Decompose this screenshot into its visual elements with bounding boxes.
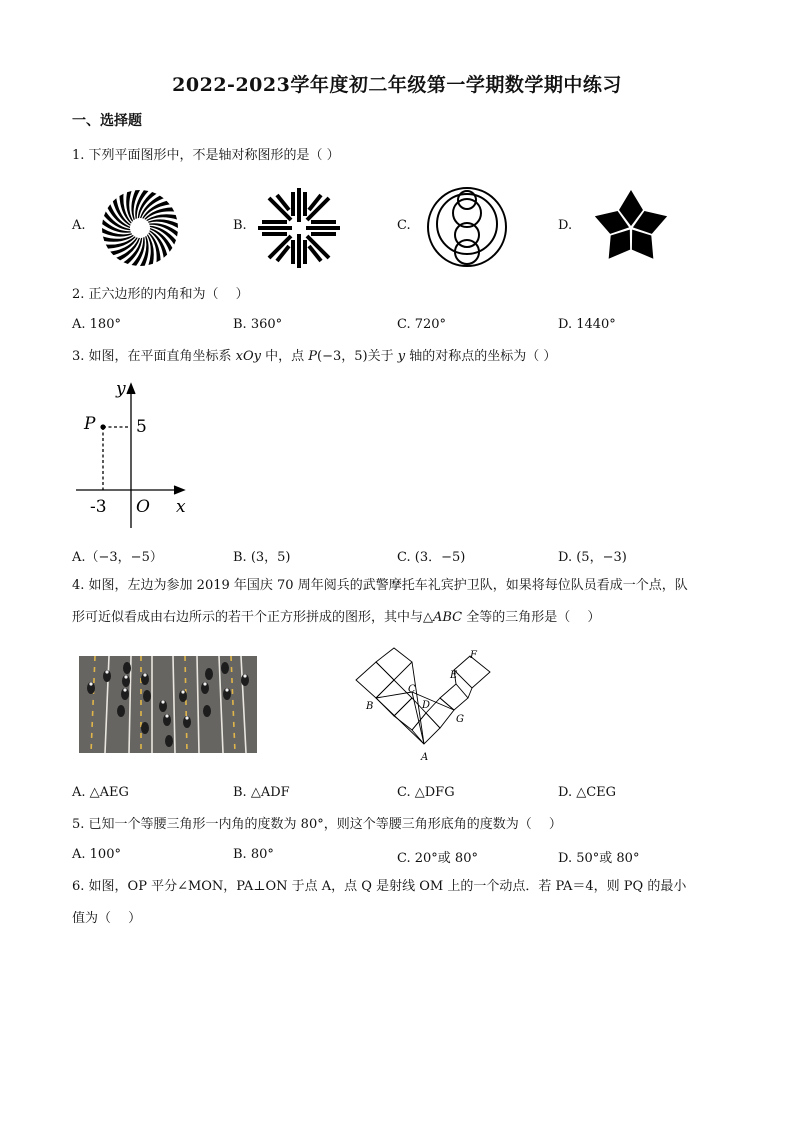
squares-triangle-figure [356, 648, 496, 764]
fig-label-e: E [450, 670, 458, 681]
question-4-stem-line-1: 4. 如图，左边为参加 2019 年国庆 70 周年阅兵的武警摩托车礼宾护卫队，如果将每位队员看成一个点，队 [72, 578, 688, 593]
fig-label-f: F [470, 650, 477, 661]
q1-option-b-label: B. [233, 218, 247, 233]
fig-label-d: D [422, 700, 431, 711]
question-3-stem: 3. 如图，在平面直角坐标系 xOy 中，点 P(−3，5)关于 y 轴的对称点的坐标为（ ） [72, 349, 557, 364]
page-title: 2022-2023学年度初二年级第一学期数学期中练习 [172, 74, 622, 96]
q4-option-c: C. △DFG [397, 785, 455, 800]
point-p-label: P [84, 414, 96, 434]
q2-option-d: D. 1440° [558, 317, 616, 332]
y-value-label: 5 [136, 417, 147, 437]
question-4-stem-line-2: 形可近似看成由右边所示的若干个正方形拼成的图形，其中与△ABC 全等的三角形是（ ） [72, 610, 601, 625]
asterisk-arrows-icon [256, 186, 342, 270]
q5-option-d: D. 50°或 80° [558, 851, 640, 866]
y-axis-label: y [116, 379, 126, 399]
question-6-stem-line-1: 6. 如图，OP 平分∠MON，PA⊥ON 于点 A，点 Q 是射线 OM 上的一个动点．若 PA＝4，则 PQ 的最小 [72, 879, 687, 894]
section-heading: 一、选择题 [72, 113, 142, 129]
origin-label: O [136, 497, 150, 517]
q2-option-b: B. 360° [233, 317, 283, 332]
q1-option-c-label: C. [397, 218, 411, 233]
spiral-sun-icon [100, 188, 180, 268]
question-6-stem-line-2: 值为（ ） [72, 911, 142, 926]
fig-label-g: G [456, 714, 464, 725]
x-value-label: -3 [90, 497, 107, 517]
q2-option-c: C. 720° [397, 317, 447, 332]
coordinate-plane-figure [72, 376, 202, 536]
kite-pentagon-star-icon [590, 186, 672, 266]
nested-circles-icon [426, 186, 508, 268]
x-axis-label: x [176, 497, 186, 517]
q1-option-d-label: D. [558, 218, 573, 233]
q4-option-b: B. △ADF [233, 785, 290, 800]
q3-option-d: D. (5，−3) [558, 550, 627, 565]
q1-option-a-label: A. [72, 218, 86, 233]
q5-option-a: A. 100° [72, 847, 121, 862]
question-5-stem: 5. 已知一个等腰三角形一内角的度数为 80°，则这个等腰三角形底角的度数为（ ） [72, 817, 562, 832]
question-1-stem: 1. 下列平面图形中，不是轴对称图形的是（ ） [72, 148, 340, 163]
fig-label-a: A [421, 752, 429, 763]
q4-option-a: A. △AEG [72, 785, 129, 800]
q5-option-c: C. 20°或 80° [397, 851, 478, 866]
q2-option-a: A. 180° [72, 317, 121, 332]
fig-label-b: B [366, 701, 374, 712]
q3-option-a: A.（−3，−5） [72, 550, 163, 565]
q3-option-c: C. (3．−5) [397, 550, 466, 565]
fig-label-c: C [408, 684, 416, 695]
question-2-stem: 2. 正六边形的内角和为（ ） [72, 287, 249, 302]
point-p-dot [100, 424, 105, 429]
q3-option-b: B. (3，5) [233, 550, 291, 565]
q5-option-b: B. 80° [233, 847, 274, 862]
q4-option-d: D. △CEG [558, 785, 617, 800]
parade-photo [79, 656, 257, 753]
